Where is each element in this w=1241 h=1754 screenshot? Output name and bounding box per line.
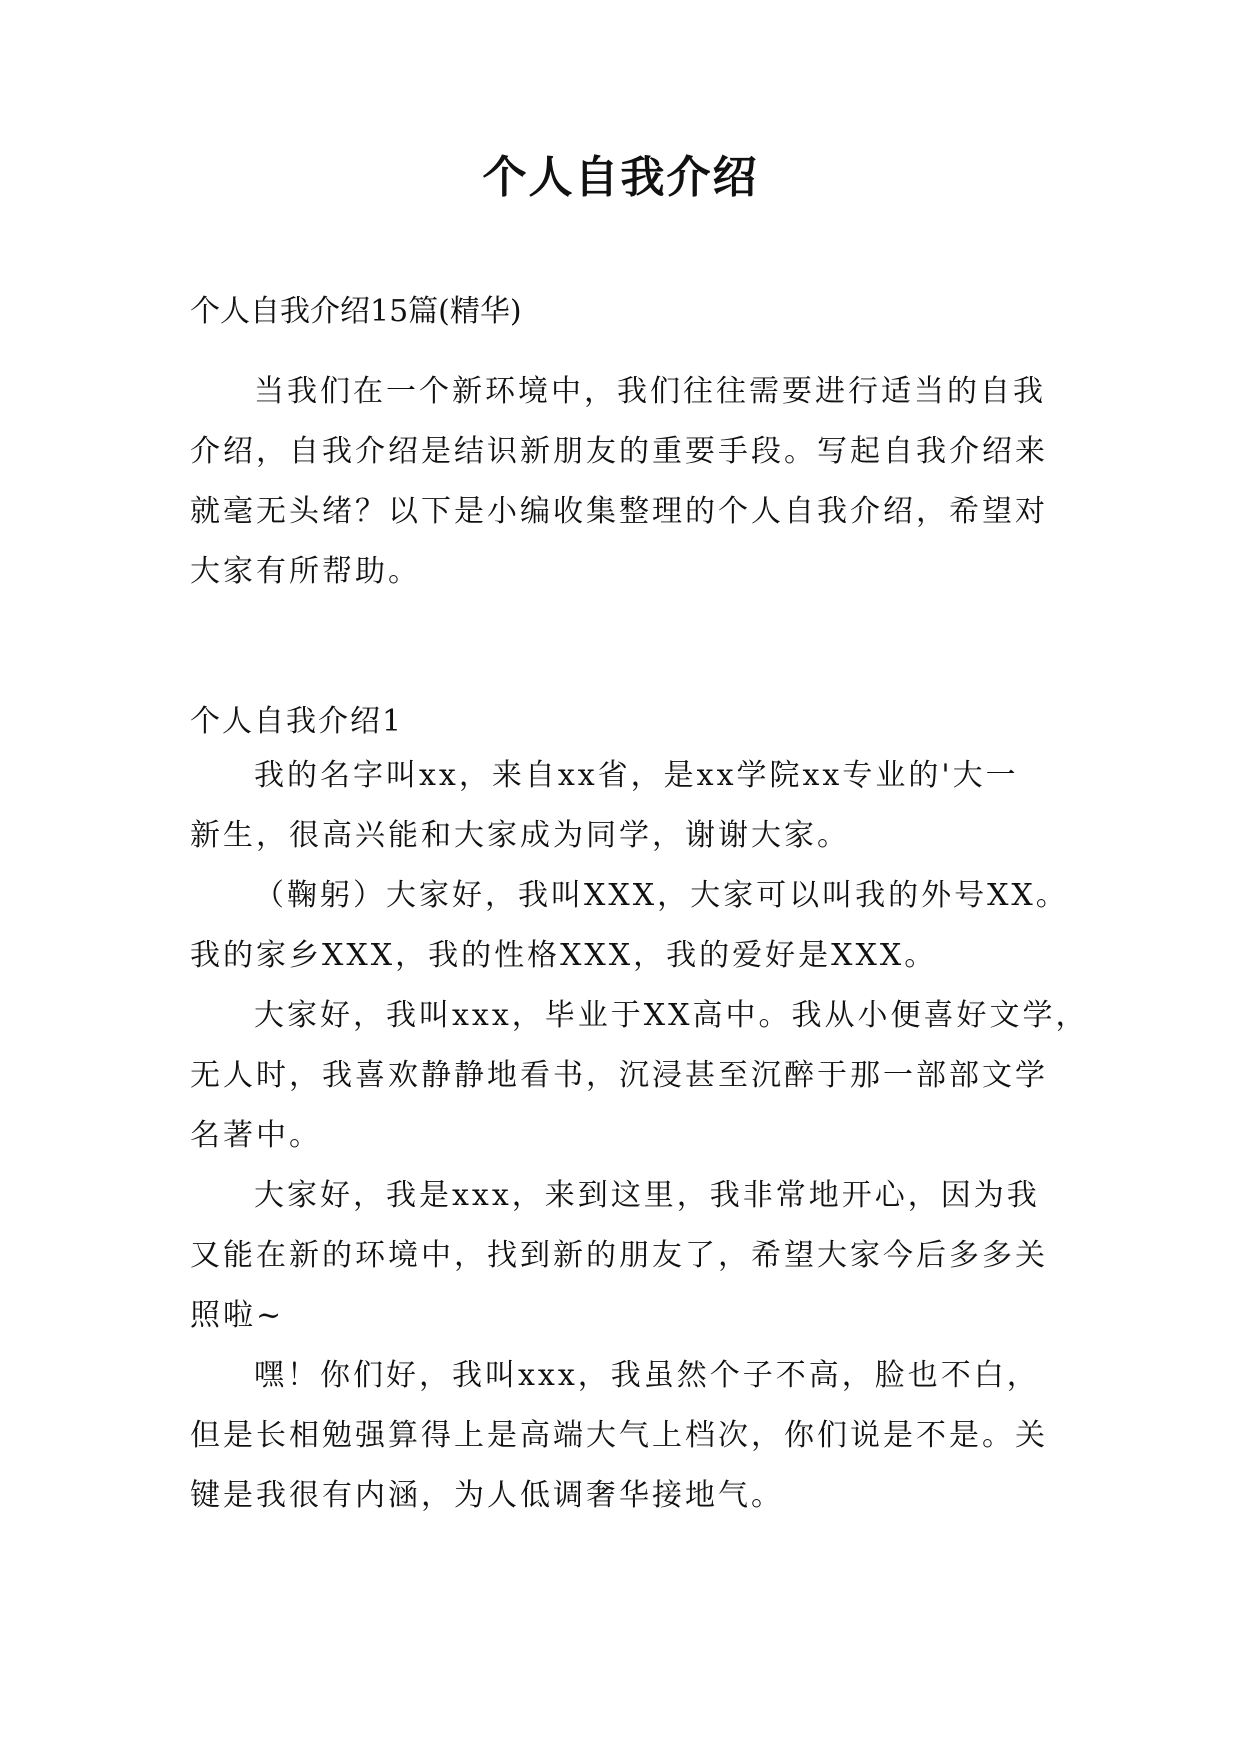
paragraph-line: 但是长相勉强算得上是高端大气上档次，你们说是不是。关	[190, 1418, 1048, 1453]
intro-paragraph	[190, 362, 1080, 602]
paragraph-line: 嘿！你们好，我叫xxx，我虽然个子不高，脸也不白，	[254, 1358, 1040, 1393]
paragraph	[190, 1166, 1080, 1346]
paragraph-line: 键是我很有内涵，为人低调奢华接地气。	[190, 1478, 784, 1513]
paragraph	[190, 746, 1080, 866]
paragraph-line: 大家好，我叫xxx，毕业于XX高中。我从小便喜好文学，	[254, 998, 1089, 1033]
intro-line: 就毫无头绪？以下是小编收集整理的个人自我介绍，希望对	[190, 494, 1048, 529]
paragraph-line: 名著中。	[190, 1118, 322, 1153]
paragraph-line: 照啦~	[190, 1298, 285, 1333]
paragraph-line: 我的家乡XXX，我的性格XXX，我的爱好是XXX。	[190, 938, 938, 973]
paragraph	[190, 866, 1080, 986]
intro-line: 当我们在一个新环境中，我们往往需要进行适当的自我	[254, 374, 1046, 409]
section-heading: 个人自我介绍1	[190, 704, 404, 739]
paragraph-line: 我的名字叫xx，来自xx省，是xx学院xx专业的'大一	[254, 758, 1019, 793]
intro-line: 大家有所帮助。	[190, 554, 421, 589]
paragraph-line: 又能在新的环境中，找到新的朋友了，希望大家今后多多关	[190, 1238, 1048, 1273]
paragraph-line: 大家好，我是xxx，来到这里，我非常地开心，因为我	[254, 1178, 1040, 1213]
paragraph	[190, 986, 1089, 1166]
paragraph-line: （鞠躬）大家好，我叫XXX，大家可以叫我的外号XX。	[254, 878, 1069, 913]
paragraph	[190, 1346, 1080, 1526]
paragraph-line: 新生，很高兴能和大家成为同学，谢谢大家。	[190, 818, 850, 853]
document-subtitle: 个人自我介绍15篇(精华)	[190, 294, 522, 329]
intro-line: 介绍，自我介绍是结识新朋友的重要手段。写起自我介绍来	[190, 434, 1048, 469]
document-title: 个人自我介绍	[482, 152, 759, 203]
paragraph-line: 无人时，我喜欢静静地看书，沉浸甚至沉醉于那一部部文学	[190, 1058, 1048, 1093]
